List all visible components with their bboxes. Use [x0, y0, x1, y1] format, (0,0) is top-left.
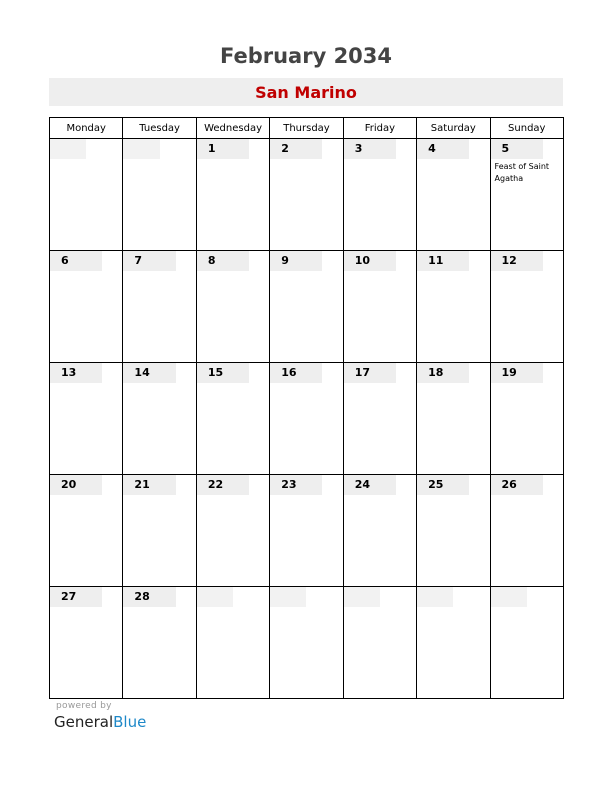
empty-day-cell — [490, 587, 563, 699]
region-banner — [49, 78, 563, 106]
day-number: 15 — [197, 363, 249, 383]
day-number: 19 — [491, 363, 543, 383]
day-number: 10 — [344, 251, 396, 271]
week-row — [50, 363, 564, 475]
day-number: 18 — [417, 363, 469, 383]
day-number: 7 — [123, 251, 175, 271]
day-cell — [417, 363, 490, 475]
day-number — [123, 139, 159, 159]
empty-day-cell — [417, 587, 490, 699]
day-number: 9 — [270, 251, 322, 271]
day-number — [491, 587, 527, 607]
day-cell — [123, 475, 196, 587]
day-cell — [270, 251, 343, 363]
day-number: 26 — [491, 475, 543, 495]
day-cell — [196, 363, 269, 475]
day-cell — [417, 475, 490, 587]
weekday-header: Friday — [343, 118, 416, 139]
empty-day-cell — [270, 587, 343, 699]
day-cell — [50, 587, 123, 699]
day-number: 11 — [417, 251, 469, 271]
day-number — [417, 587, 453, 607]
weekday-header: Wednesday — [196, 118, 269, 139]
empty-day-cell — [343, 587, 416, 699]
brand-blue-text: Blue — [113, 713, 147, 731]
day-number: 16 — [270, 363, 322, 383]
day-cell — [50, 363, 123, 475]
day-number: 25 — [417, 475, 469, 495]
empty-day-cell — [196, 587, 269, 699]
day-number: 22 — [197, 475, 249, 495]
day-cell — [417, 251, 490, 363]
day-number — [50, 139, 86, 159]
day-number: 23 — [270, 475, 322, 495]
weekday-header: Sunday — [490, 118, 563, 139]
day-cell — [196, 251, 269, 363]
day-number: 14 — [123, 363, 175, 383]
weekday-header: Tuesday — [123, 118, 196, 139]
day-cell — [343, 475, 416, 587]
day-cell — [343, 251, 416, 363]
day-number: 3 — [344, 139, 396, 159]
day-cell — [343, 363, 416, 475]
weekday-header: Monday — [50, 118, 123, 139]
weekday-header: Saturday — [417, 118, 490, 139]
day-number: 6 — [50, 251, 102, 271]
day-cell — [417, 139, 490, 251]
day-cell — [343, 139, 416, 251]
day-number: 21 — [123, 475, 175, 495]
powered-by-label: powered by — [56, 701, 112, 711]
day-number: 1 — [197, 139, 249, 159]
day-number: 17 — [344, 363, 396, 383]
weekday-header-row — [50, 118, 564, 139]
calendar-body — [50, 139, 564, 699]
week-row — [50, 251, 564, 363]
day-cell — [123, 363, 196, 475]
day-number: 12 — [491, 251, 543, 271]
day-number: 13 — [50, 363, 102, 383]
brand-general-text: General — [54, 713, 114, 731]
day-cell — [196, 475, 269, 587]
day-number: 2 — [270, 139, 322, 159]
day-number: 4 — [417, 139, 469, 159]
calendar-grid — [49, 117, 564, 699]
day-number — [344, 587, 380, 607]
day-cell — [490, 139, 563, 251]
day-number — [270, 587, 306, 607]
day-cell — [270, 139, 343, 251]
week-row — [50, 139, 564, 251]
day-cell — [123, 251, 196, 363]
day-cell — [123, 587, 196, 699]
week-row — [50, 587, 564, 699]
weekday-header: Thursday — [270, 118, 343, 139]
day-number: 8 — [197, 251, 249, 271]
generalblue-logo[interactable] — [54, 713, 146, 731]
week-row — [50, 475, 564, 587]
day-cell — [490, 475, 563, 587]
day-number: 24 — [344, 475, 396, 495]
day-cell — [50, 475, 123, 587]
day-number: 5 — [491, 139, 543, 159]
day-cell — [50, 251, 123, 363]
empty-day-cell — [50, 139, 123, 251]
day-cell — [490, 363, 563, 475]
empty-day-cell — [123, 139, 196, 251]
day-number: 27 — [50, 587, 102, 607]
region-name: San Marino — [255, 83, 357, 102]
day-cell — [270, 475, 343, 587]
day-cell — [490, 251, 563, 363]
day-cell — [196, 139, 269, 251]
day-number — [197, 587, 233, 607]
calendar-title: February 2034 — [219, 44, 393, 68]
day-number: 20 — [50, 475, 102, 495]
day-number: 28 — [123, 587, 175, 607]
day-cell — [270, 363, 343, 475]
holiday-label: Feast of Saint Agatha — [494, 162, 550, 183]
